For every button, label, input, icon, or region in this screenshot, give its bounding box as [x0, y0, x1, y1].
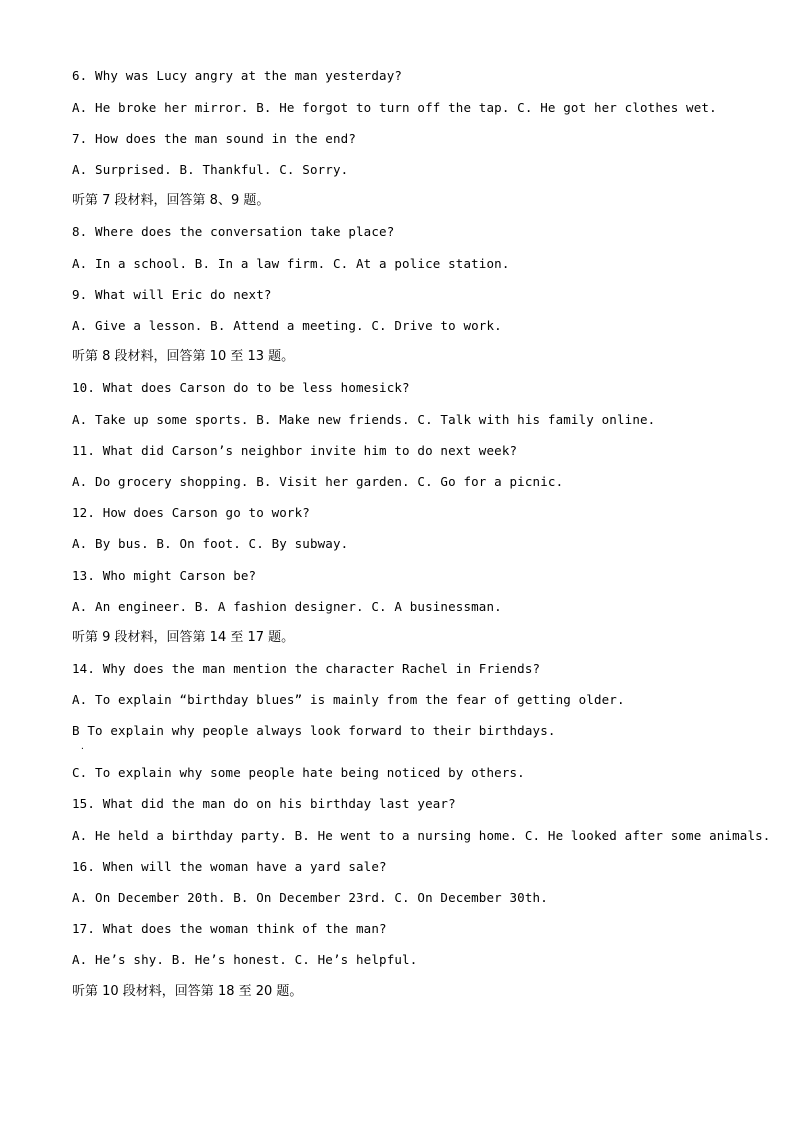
question-13: 13. Who might Carson be?	[72, 568, 257, 583]
options-9: A. Give a lesson. B. Attend a meeting. C. Drive to work.	[72, 318, 502, 333]
section-heading-9: 听第 9 段材料，回答第 14 至 17 题。	[72, 630, 295, 645]
section-heading-7: 听第 7 段材料，回答第 8、9 题。	[72, 193, 270, 208]
question-12: 12. How does Carson go to work?	[72, 505, 310, 520]
options-14-b: B To explain why people always look forward to their birthdays.	[72, 723, 556, 738]
question-15: 15. What did the man do on his birthday last year?	[72, 796, 456, 811]
options-12: A. By bus. B. On foot. C. By subway.	[72, 536, 349, 551]
options-7: A. Surprised. B. Thankful. C. Sorry.	[72, 162, 349, 177]
question-14: 14. Why does the man mention the character Rachel in Friends?	[72, 661, 541, 676]
stray-mark: ·	[80, 744, 85, 753]
section-heading-10: 听第 10 段材料，回答第 18 至 20 题。	[72, 984, 303, 999]
section-heading-8: 听第 8 段材料，回答第 10 至 13 题。	[72, 349, 295, 364]
options-11: A. Do grocery shopping. B. Visit her garden. C. Go for a picnic.	[72, 474, 564, 489]
question-7: 7. How does the man sound in the end?	[72, 131, 356, 146]
options-15: A. He held a birthday party. B. He went to a nursing home. C. He looked after some animals.	[72, 828, 771, 843]
question-16: 16. When will the woman have a yard sale?	[72, 859, 387, 874]
options-14-c: C. To explain why some people hate being noticed by others.	[72, 765, 525, 780]
question-10: 10. What does Carson do to be less homesick?	[72, 380, 410, 395]
options-17: A. He’s shy. B. He’s honest. C. He’s helpful.	[72, 952, 418, 967]
question-9: 9. What will Eric do next?	[72, 287, 272, 302]
question-6: 6. Why was Lucy angry at the man yesterday?	[72, 68, 403, 83]
question-8: 8. Where does the conversation take place?	[72, 224, 395, 239]
options-6: A. He broke her mirror. B. He forgot to turn off the tap. C. He got her clothes wet.	[72, 100, 717, 115]
options-8: A. In a school. B. In a law firm. C. At a police station.	[72, 256, 510, 271]
question-11: 11. What did Carson’s neighbor invite him to do next week?	[72, 443, 518, 458]
options-16: A. On December 20th. B. On December 23rd. C. On December 30th.	[72, 890, 548, 905]
options-14-a: A. To explain “birthday blues” is mainly from the fear of getting older.	[72, 692, 625, 707]
options-10: A. Take up some sports. B. Make new friends. C. Talk with his family online.	[72, 412, 656, 427]
question-17: 17. What does the woman think of the man?	[72, 921, 387, 936]
options-13: A. An engineer. B. A fashion designer. C. A businessman.	[72, 599, 502, 614]
